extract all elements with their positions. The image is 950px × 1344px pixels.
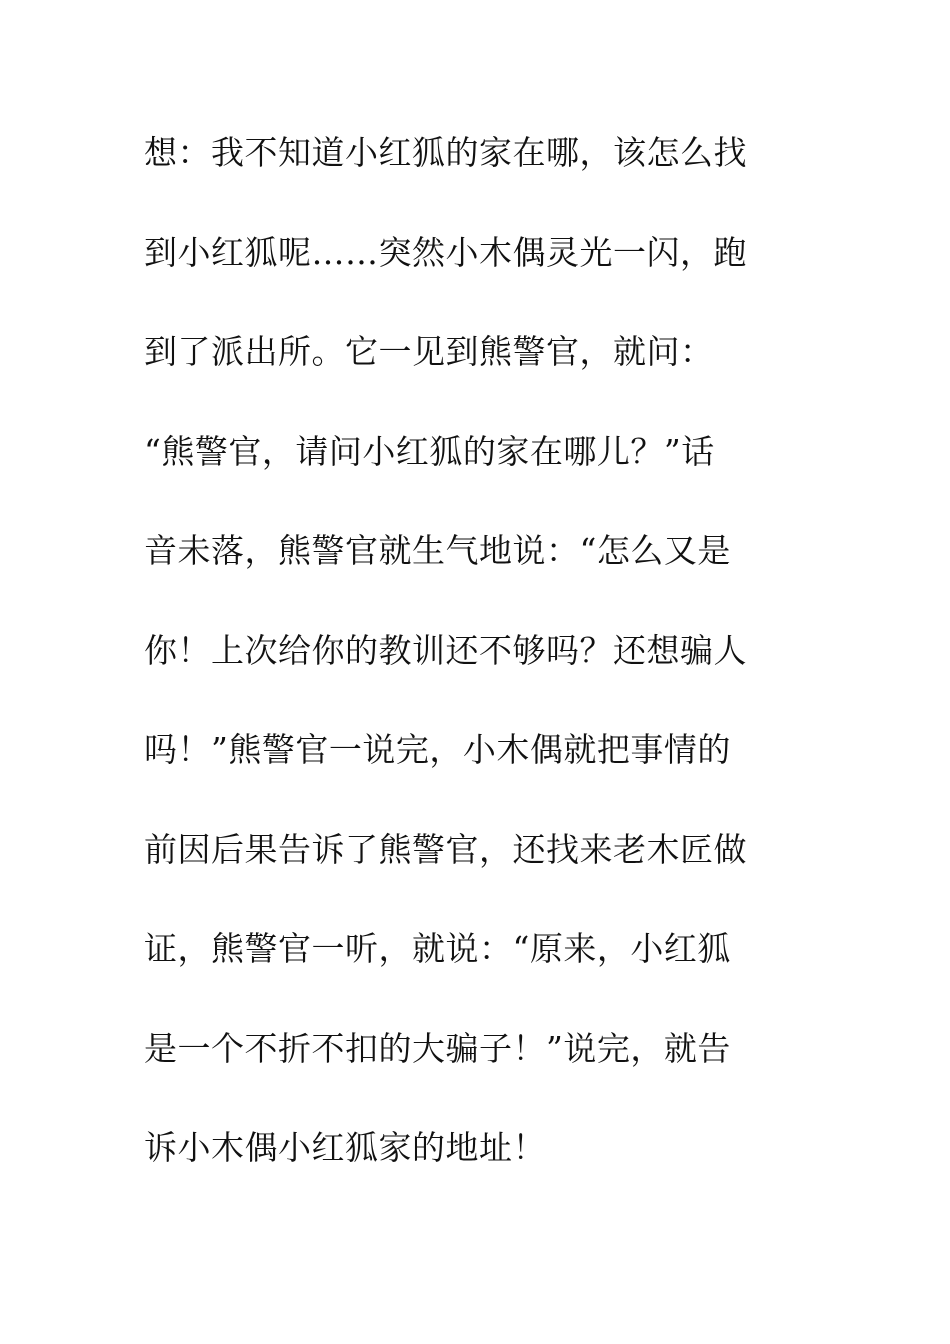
text-line: 证，熊警官一听，就说：“原来，小红狐 bbox=[144, 929, 731, 968]
text-line: 想：我不知道小红狐的家在哪，该怎么找 bbox=[144, 133, 747, 172]
text-line: 音未落，熊警官就生气地说：“怎么又是 bbox=[144, 531, 731, 570]
text-line: 到了派出所。它一见到熊警官，就问： bbox=[144, 332, 714, 371]
text-line: 你！上次给你的教训还不够吗？还想骗人 bbox=[144, 630, 747, 670]
text-line: 到小红狐呢……突然小木偶灵光一闪，跑 bbox=[144, 232, 747, 272]
text-line: 前因后果告诉了熊警官，还找来老木匠做 bbox=[144, 829, 747, 869]
body-text bbox=[144, 125, 784, 1220]
text-line: 是一个不折不扣的大骗子！”说完，就告 bbox=[144, 1028, 731, 1068]
text-line: “熊警官，请问小红狐的家在哪儿？”话 bbox=[144, 431, 715, 471]
text-line: 吗！”熊警官一说完，小木偶就把事情的 bbox=[144, 730, 731, 769]
text-line: 诉小木偶小红狐家的地址！ bbox=[144, 1128, 546, 1167]
